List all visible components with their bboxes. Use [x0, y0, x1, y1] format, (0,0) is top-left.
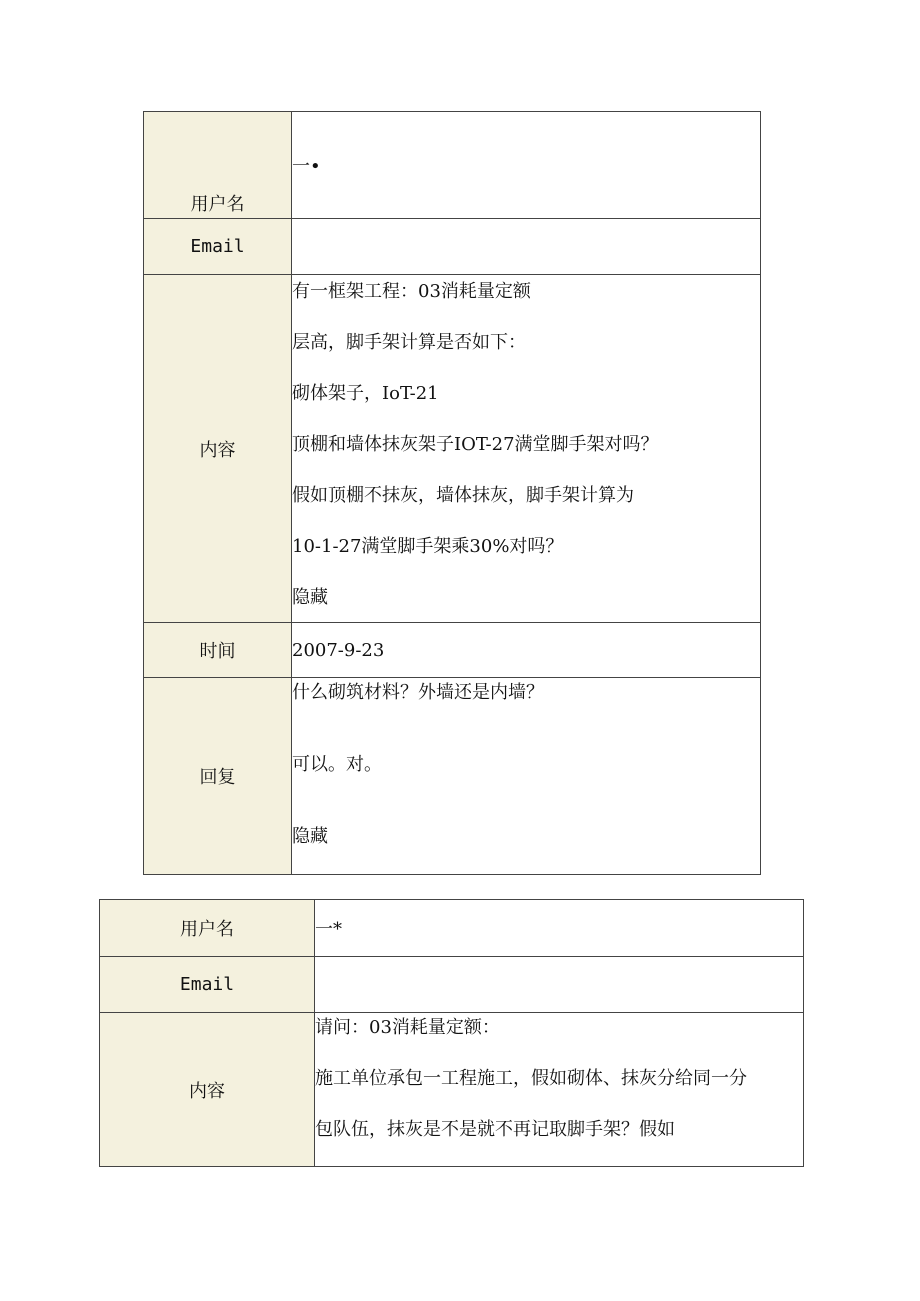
reply-line: 什么砌筑材料？外墙还是内墙？	[292, 682, 544, 703]
username-value: 一*	[315, 900, 804, 957]
time-row	[144, 623, 761, 678]
content-line: 假如顶棚不抹灰，墙体抹灰，脚手架计算为	[292, 485, 634, 506]
reply-row	[144, 678, 761, 875]
email-label: Email	[100, 957, 315, 1013]
username-value: 一•	[292, 112, 761, 219]
reply-line: 可以。对。	[292, 754, 382, 775]
content-row	[100, 1013, 804, 1167]
email-value	[292, 219, 761, 275]
email-value	[315, 957, 804, 1013]
username-row	[100, 900, 804, 957]
username-label: 用户名	[144, 112, 292, 219]
post-table-1	[143, 111, 761, 875]
content-line: 顶棚和墙体抹灰架子IOT-27满堂脚手架对吗？	[292, 434, 659, 455]
content-line: 请问：03消耗量定额：	[315, 1017, 500, 1038]
username-row	[144, 112, 761, 219]
content-line: 层高，脚手架计算是否如下：	[292, 332, 526, 353]
reply-value	[292, 678, 761, 875]
email-row	[100, 957, 804, 1013]
hide-link[interactable]: 隐藏	[292, 587, 328, 608]
post-table-2	[99, 899, 804, 1167]
content-row	[144, 275, 761, 623]
content-line: 包队伍，抹灰是不是就不再记取脚手架？假如	[315, 1119, 675, 1140]
username-label: 用户名	[100, 900, 315, 957]
time-label: 时间	[144, 623, 292, 678]
content-line: 砌体架子，IoT-21	[292, 383, 439, 404]
content-line: 施工单位承包一工程施工，假如砌体、抹灰分给同一分	[315, 1068, 747, 1089]
email-row	[144, 219, 761, 275]
time-value: 2007-9-23	[292, 623, 761, 678]
content-line: 有一框架工程：03消耗量定额	[292, 281, 531, 302]
content-label: 内容	[144, 275, 292, 623]
email-label: Email	[144, 219, 292, 275]
content-line: 10-1-27满堂脚手架乘30%对吗？	[292, 536, 564, 557]
content-value	[292, 275, 761, 623]
content-value	[315, 1013, 804, 1167]
reply-label: 回复	[144, 678, 292, 875]
hide-link[interactable]: 隐藏	[292, 826, 328, 847]
content-label: 内容	[100, 1013, 315, 1167]
